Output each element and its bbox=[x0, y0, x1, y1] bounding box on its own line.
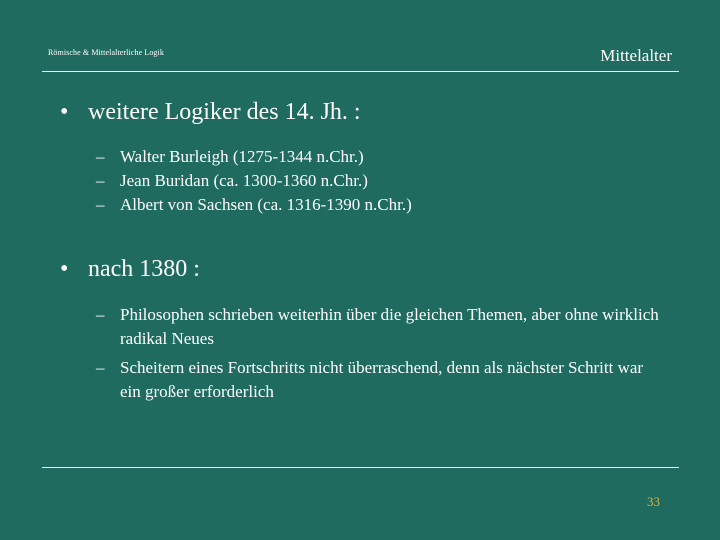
bullet-section-1 bbox=[60, 99, 361, 126]
dash-icon: – bbox=[96, 171, 105, 190]
list-item bbox=[96, 145, 666, 169]
header-divider bbox=[42, 71, 679, 72]
list-item bbox=[96, 356, 666, 404]
list-item-text: Walter Burleigh (1275-1344 n.Chr.) bbox=[120, 147, 364, 166]
list-item bbox=[96, 303, 666, 351]
dash-icon: – bbox=[96, 358, 105, 377]
sub-list-2 bbox=[96, 303, 666, 409]
dash-icon: – bbox=[96, 147, 105, 166]
footer-divider bbox=[42, 467, 679, 468]
header-course-title: Römische & Mittelalterliche Logik bbox=[48, 48, 164, 57]
bullet-section-1-title: weitere Logiker des 14. Jh. : bbox=[88, 99, 361, 125]
dash-icon: – bbox=[96, 305, 105, 324]
bullet-icon: • bbox=[60, 256, 69, 282]
list-item-text: Scheitern eines Fortschritts nicht überraschend, denn als nächster Schritt war ein großer erforderlich bbox=[120, 358, 644, 401]
dash-icon: – bbox=[96, 195, 105, 214]
page-number: 33 bbox=[647, 494, 660, 509]
bullet-section-2 bbox=[60, 256, 200, 283]
list-item-text: Jean Buridan (ca. 1300-1360 n.Chr.) bbox=[120, 171, 368, 190]
list-item-text: Albert von Sachsen (ca. 1316-1390 n.Chr.) bbox=[120, 195, 412, 214]
bullet-section-2-title: nach 1380 : bbox=[88, 256, 200, 282]
bullet-icon: • bbox=[60, 99, 69, 125]
header-section-title: Mittelalter bbox=[600, 46, 672, 65]
sub-list-1 bbox=[96, 145, 666, 217]
list-item-text: Philosophen schrieben weiterhin über die gleichen Themen, aber ohne wirklich radikal Neues bbox=[120, 305, 659, 348]
list-item bbox=[96, 169, 666, 193]
list-item bbox=[96, 193, 666, 217]
